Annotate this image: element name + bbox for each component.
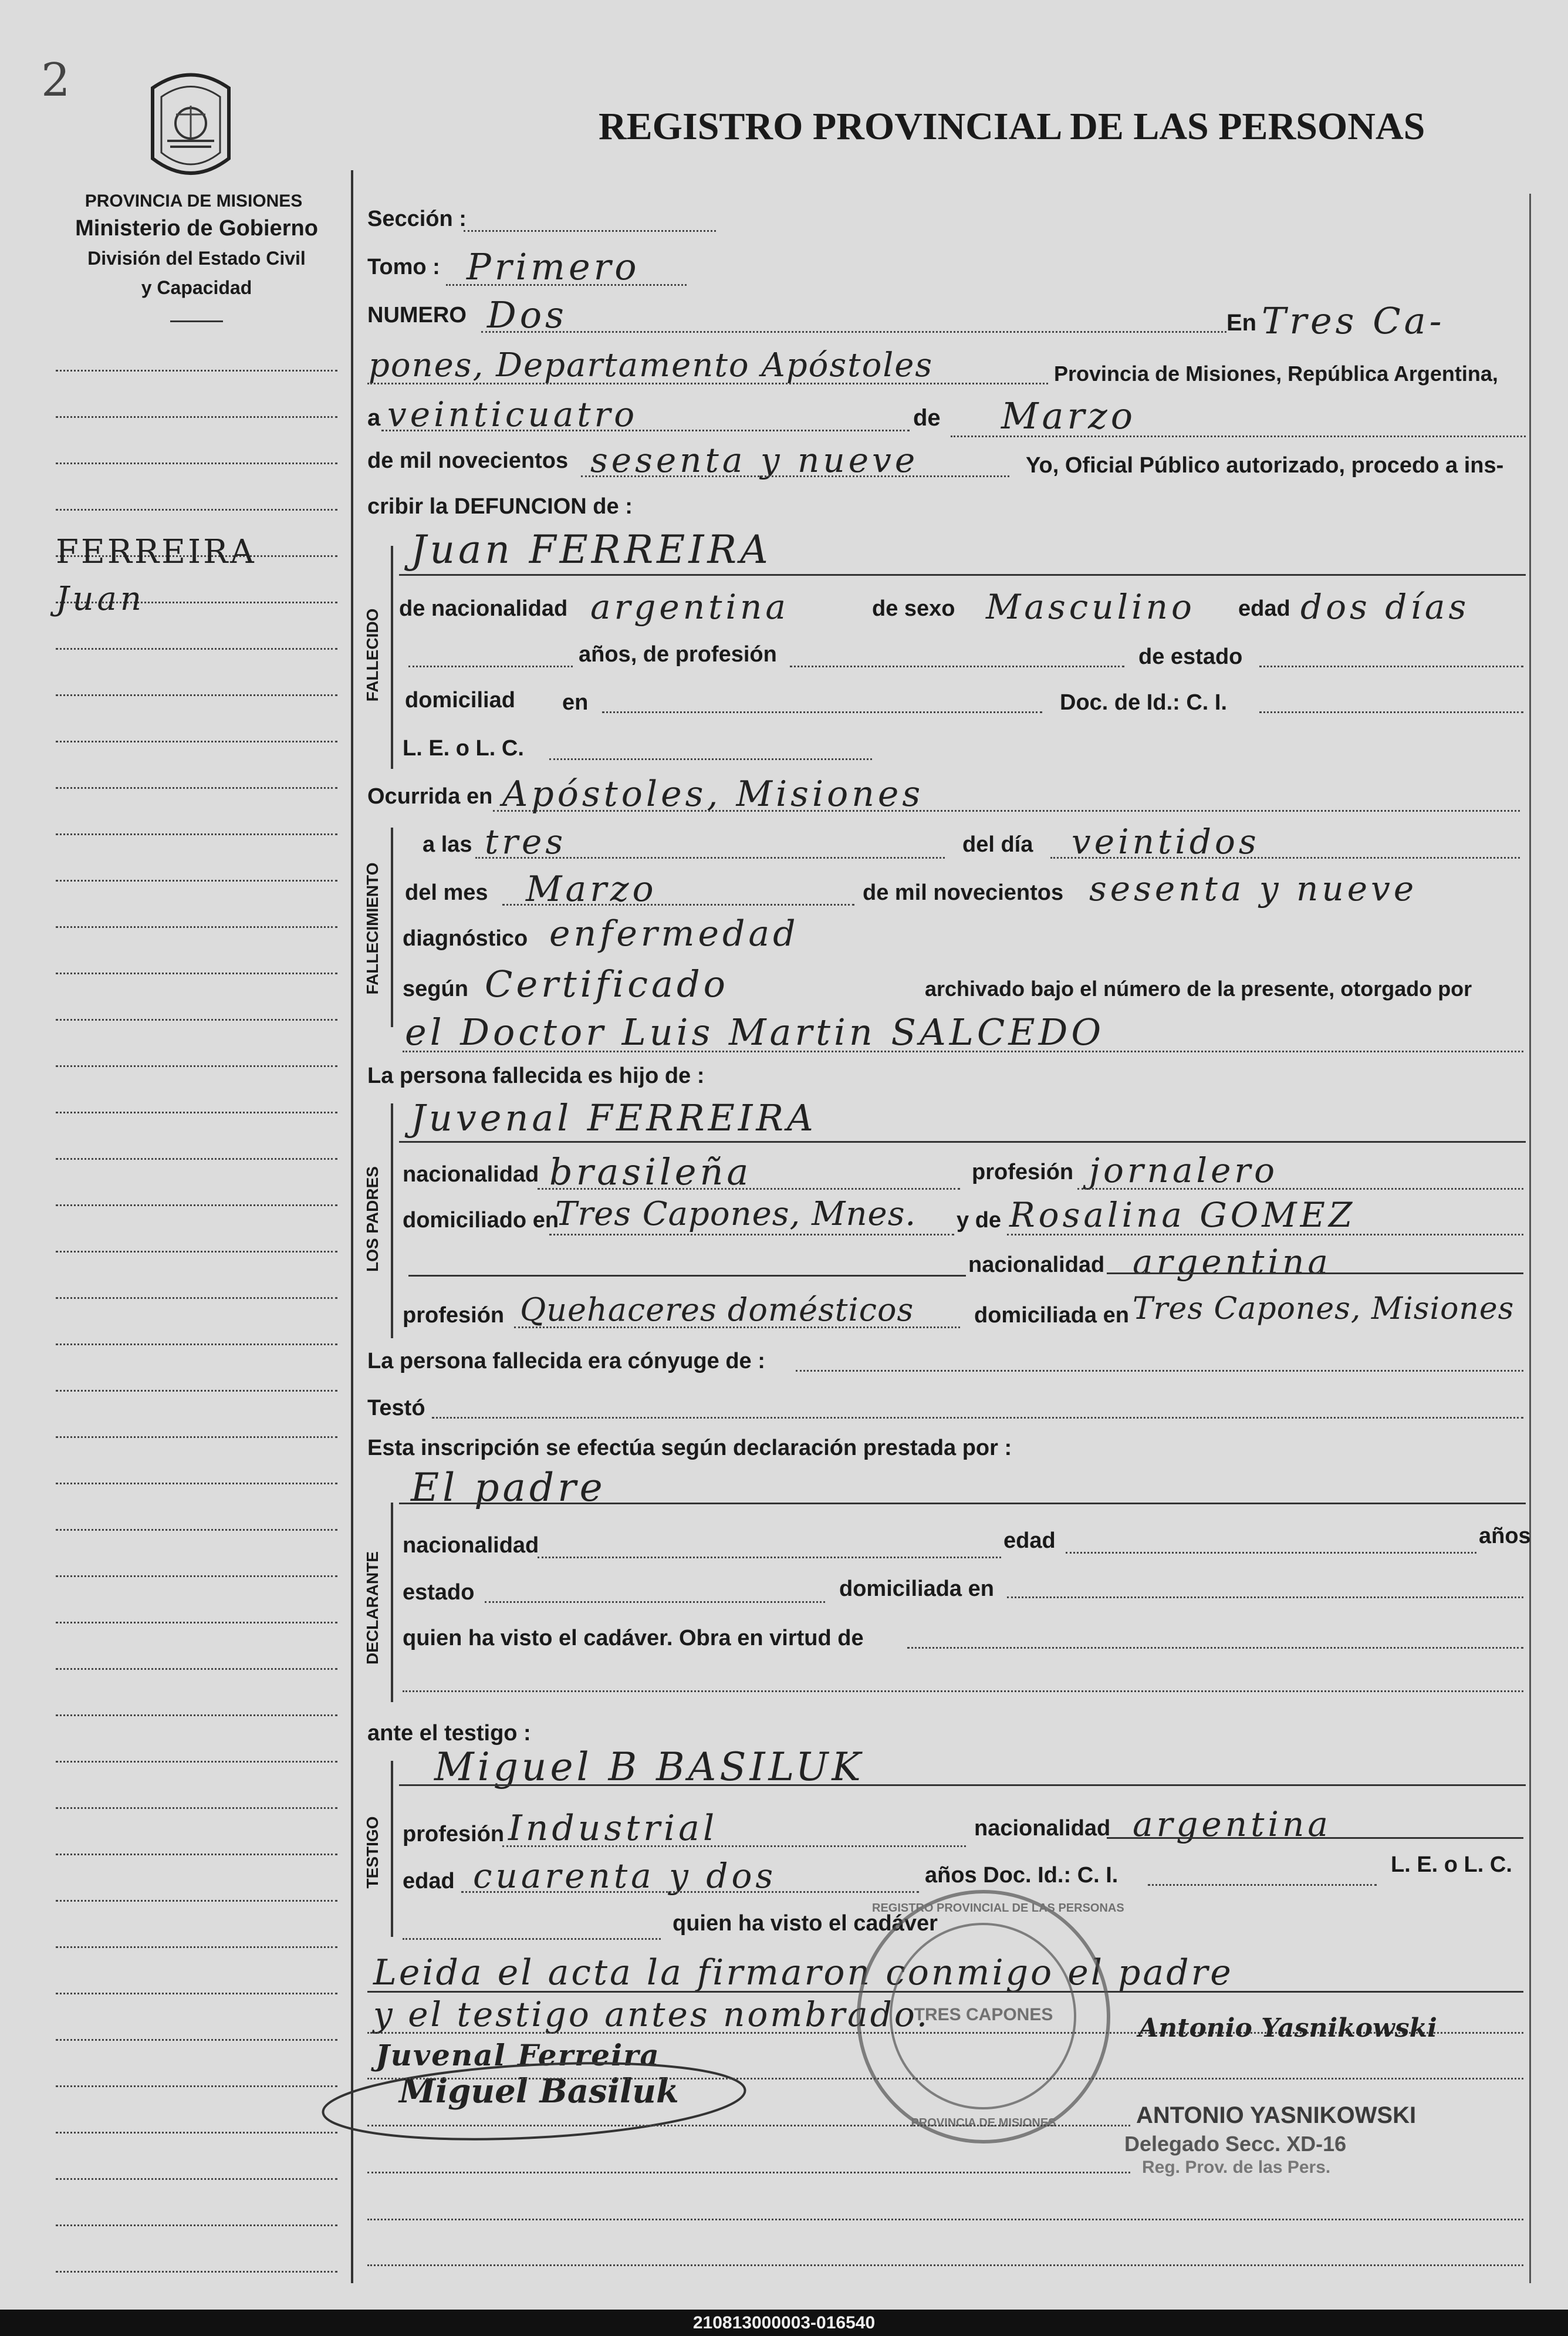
declarante-anos-label: años (1479, 1524, 1531, 1548)
mother-nacionalidad-line (1107, 1272, 1523, 1274)
testigo-visto-blank (403, 1938, 661, 1940)
division-name-2: y Capacidad (141, 277, 252, 298)
estado-label: de estado (1138, 644, 1243, 669)
fallecido-nacionalidad-value: argentina (590, 587, 789, 627)
margin-line (56, 787, 337, 789)
ante-testigo-label: ante el testigo : (367, 1721, 531, 1746)
le-label: L. E. o L. C. (403, 736, 524, 761)
cribir-text: cribir la DEFUNCION de : (367, 494, 633, 519)
margin-line (56, 2132, 337, 2134)
testigo-label: TESTIGO (363, 1816, 381, 1889)
bottom-line-1 (367, 2078, 1523, 2080)
en-line-2 (367, 383, 1048, 384)
margin-line (56, 1204, 337, 1206)
father-nacionalidad-value: brasileña (549, 1150, 752, 1193)
year-value: sesenta y nueve (590, 440, 919, 480)
testigo-le-label: L. E. o L. C. (1391, 1852, 1512, 1877)
doc-label: Doc. de Id.: C. I. (1060, 690, 1228, 715)
fallecido-bracket (391, 546, 393, 769)
domiciliado-label: domiciliado en (403, 1208, 559, 1233)
father-signature: Juvenal Ferreira (376, 2038, 660, 2072)
margin-line (56, 1065, 337, 1067)
yo-text: Yo, Oficial Público autorizado, procedo a ins- (1026, 453, 1504, 478)
en-label: En (1226, 310, 1257, 336)
father-profesion-value: jornalero (1089, 1150, 1279, 1190)
fallecido-name-line (399, 574, 1526, 576)
margin-surname: FERREIRA (56, 533, 256, 571)
mother-nacionalidad-label: nacionalidad (968, 1253, 1105, 1277)
registry-stamp-outer-text: REGISTRO PROVINCIAL DE LAS PERSONAS (872, 1902, 1124, 1915)
margin-line (56, 509, 337, 511)
testigo-edad-label: edad (403, 1869, 455, 1893)
bottom-line-3 (367, 2172, 1130, 2173)
declarante-edad-line (1066, 1552, 1476, 1554)
mother-value: Rosalina GOMEZ (1009, 1195, 1356, 1235)
diagnostico-label: diagnóstico (403, 926, 528, 951)
margin-line (56, 648, 337, 650)
declarante-extra-line (403, 1690, 1523, 1692)
margin-line (56, 1390, 337, 1392)
domicilio-line (602, 711, 1042, 713)
testigo-profesion-value: Industrial (508, 1808, 718, 1849)
margin-line (56, 1436, 337, 1438)
testigo-edad-line (461, 1891, 919, 1893)
margin-line (56, 1900, 337, 1902)
a-las-label: a las (423, 832, 472, 857)
declarante-line (399, 1503, 1526, 1504)
fallecido-name: Juan FERREIRA (411, 527, 772, 572)
margin-line (56, 880, 337, 882)
margin-line (56, 416, 337, 418)
registry-stamp-center-text: TRES CAPONES (914, 2005, 1053, 2024)
testigo-ci-line (1148, 1884, 1377, 1886)
margin-line (56, 2271, 337, 2273)
left-border (351, 170, 353, 2283)
fallecimiento-mil-value: sesenta y nueve (1089, 869, 1418, 909)
father-domicilio-line (549, 1234, 954, 1235)
declarante-visto-line (907, 1647, 1523, 1649)
edad-label: edad (1238, 596, 1290, 621)
mil-label: de mil novecientos (367, 448, 569, 473)
closing-line-1: Leida el acta la firmaron conmigo el padre (373, 1952, 1234, 1993)
margin-name: Juan (56, 580, 145, 618)
mother-line (1007, 1234, 1523, 1235)
father-domicilio-value: Tres Capones, Mnes. (555, 1195, 917, 1233)
margin-line (56, 1622, 337, 1623)
seccion-label: Sección : (367, 207, 467, 231)
fallecido-nacionalidad-label: de nacionalidad (399, 596, 568, 621)
mother-blank-line (408, 1275, 966, 1277)
seccion-line (464, 230, 716, 232)
numero-value: Dos (487, 293, 567, 336)
margin-line (56, 1993, 337, 1994)
registry-stamp-bottom-text: PROVINCIA DE MISIONES (911, 2116, 1056, 2129)
father-line (399, 1141, 1526, 1143)
anos-label: años, de profesión (579, 642, 777, 667)
testigo-nacionalidad-line (1107, 1837, 1523, 1839)
father-nacionalidad-label: nacionalidad (403, 1162, 539, 1187)
margin-line (56, 1483, 337, 1484)
testigo-profesion-line (502, 1845, 966, 1847)
year-line (581, 475, 1009, 477)
profesion-line (790, 666, 1124, 667)
del-dia-label: del día (962, 832, 1033, 857)
a-las-value: tres (485, 822, 567, 862)
footer-id: 210813000003-016540 (692, 2313, 876, 2332)
declarante-nacionalidad-label: nacionalidad (403, 1533, 539, 1558)
numero-line (481, 331, 1226, 333)
division-name: División del Estado Civil (87, 248, 306, 269)
witness-signature: Miguel Basiluk (399, 2072, 679, 2111)
testigo-nacionalidad-label: nacionalidad (974, 1816, 1111, 1841)
anos-line (408, 666, 573, 667)
testo-line (432, 1417, 1523, 1419)
margin-line (56, 2085, 337, 2087)
del-mes-line (502, 904, 854, 906)
declarante-visto-label: quien ha visto el cadáver. Obra en virtud de (403, 1626, 864, 1650)
tomo-line (446, 284, 687, 286)
a-las-line (475, 857, 945, 859)
margin-line (56, 1575, 337, 1577)
de-label: de (913, 405, 941, 431)
declarante-label: DECLARANTE (363, 1551, 381, 1665)
padres-bracket (391, 1103, 393, 1338)
testigo-profesion-label: profesión (403, 1822, 505, 1846)
margin-line (56, 370, 337, 372)
margin-line (56, 1112, 337, 1113)
domiciliada-label: domiciliada en (974, 1303, 1129, 1328)
margin-line (56, 1854, 337, 1855)
fallecimiento-label: FALLECIMIENTO (363, 862, 381, 995)
edad-value: dos días (1300, 587, 1470, 627)
sexo-value: Masculino (986, 587, 1195, 627)
tomo-label: Tomo : (367, 255, 440, 279)
a-value: veinticuatro (387, 394, 638, 434)
testigo-name-value: Miguel B BASILUK (434, 1744, 864, 1790)
bottom-line-4 (367, 2219, 1523, 2220)
margin-line (56, 1714, 337, 1716)
a-label: a (367, 405, 381, 431)
mother-profesion-value: Quehaceres domésticos (520, 1291, 914, 1328)
testigo-name-line (399, 1784, 1526, 1786)
margin-line (56, 1297, 337, 1299)
declarante-nacionalidad-line (538, 1557, 1001, 1558)
margin-line (56, 2039, 337, 2041)
declarante-bracket (391, 1503, 393, 1702)
bottom-line-2 (367, 2125, 1130, 2126)
margin-line (56, 694, 337, 696)
conyuge-line (796, 1370, 1523, 1372)
margin-line (56, 1761, 337, 1763)
officer-stamp-registry: Reg. Prov. de las Pers. (1142, 2158, 1331, 2177)
margin-line (56, 833, 337, 835)
document-title: REGISTRO PROVINCIAL DE LAS PERSONAS (599, 105, 1425, 148)
ministry-name: Ministerio de Gobierno (75, 216, 318, 241)
segun-value: Certificado (485, 963, 729, 1005)
margin-line (56, 1343, 337, 1345)
del-mes-label: del mes (405, 880, 488, 905)
provincia-text: Provincia de Misiones, República Argentina, (1054, 362, 1498, 386)
closing-line-2: y el testigo antes nombrado. (373, 1994, 930, 2034)
ocurrida-value: Apóstoles, Misiones (502, 774, 924, 815)
header-divider (170, 320, 223, 322)
margin-line (56, 1668, 337, 1670)
domiciliad-label: domiciliad (405, 688, 515, 713)
margin-line (56, 741, 337, 742)
margin-line (56, 463, 337, 464)
fallecimiento-mil-label: de mil novecientos (863, 880, 1064, 905)
margin-line (56, 2178, 337, 2180)
bottom-line-5 (367, 2264, 1523, 2266)
fallecimiento-bracket (391, 828, 393, 1027)
padres-label: LOS PADRES (363, 1166, 381, 1272)
father-profesion-line (1077, 1188, 1523, 1190)
month-value: Marzo (1001, 394, 1137, 437)
testigo-nacionalidad-value: argentina (1133, 1804, 1332, 1844)
declarante-estado-line (485, 1601, 825, 1603)
declarante-estado-label: estado (403, 1580, 475, 1605)
margin-line (56, 1251, 337, 1253)
numero-label: NUMERO (367, 303, 467, 328)
archivado-text: archivado bajo el número de la presente, otorgado por (925, 977, 1472, 1001)
footer-id-bar (0, 2310, 1568, 2336)
page-number: 2 (41, 54, 70, 107)
doc-line (1259, 711, 1523, 713)
testigo-anos-label: años Doc. Id.: C. I. (925, 1863, 1118, 1888)
right-border (1529, 194, 1531, 2283)
margin-line (56, 1807, 337, 1809)
a-line (381, 430, 910, 431)
del-mes-value: Marzo (526, 869, 657, 910)
declarante-domiciliada-line (1007, 1596, 1523, 1598)
officer-stamp-name: ANTONIO YASNIKOWSKI (1136, 2102, 1417, 2128)
doctor-line (403, 1051, 1523, 1052)
fallecido-label: FALLECIDO (363, 608, 381, 702)
en-value-2: pones, Departamento Apóstoles (369, 346, 934, 384)
month-line (951, 436, 1526, 437)
tomo-value: Primero (467, 245, 640, 288)
estado-line (1259, 666, 1523, 667)
segun-label: según (403, 977, 468, 1001)
declaracion-label: Esta inscripción se efectúa según declaración prestada por : (367, 1436, 1012, 1460)
declarante-edad-label: edad (1003, 1528, 1056, 1553)
domicilio-en-label: en (562, 690, 589, 715)
declarante-value: El padre (411, 1465, 606, 1510)
testo-label: Testó (367, 1396, 425, 1420)
del-dia-line (1050, 857, 1520, 859)
testigo-visto-label: quien ha visto el cadáver (673, 1911, 938, 1936)
hijo-label: La persona fallecida es hijo de : (367, 1064, 705, 1088)
testigo-edad-value: cuarenta y dos (473, 1856, 777, 1896)
father-nacionalidad-line (538, 1188, 960, 1190)
margin-line (56, 1946, 337, 1948)
ocurrida-label: Ocurrida en (367, 784, 493, 809)
doctor-value: el Doctor Luis Martin SALCEDO (405, 1011, 1105, 1054)
declarante-domiciliada-label: domiciliada en (839, 1577, 994, 1601)
registry-round-stamp (857, 1890, 1124, 2143)
en-value-1: Tres Ca- (1262, 299, 1445, 342)
margin-line (56, 1019, 337, 1021)
sexo-label: de sexo (872, 596, 955, 621)
officer-stamp-title: Delegado Secc. XD-16 (1124, 2132, 1347, 2156)
officer-signature: Antonio Yasnikowski (1138, 2013, 1437, 2043)
mother-profesion-label: profesión (403, 1303, 505, 1328)
ocurrida-line (493, 810, 1520, 812)
conyuge-label: La persona fallecida era cónyuge de : (367, 1349, 765, 1373)
testigo-bracket (391, 1761, 393, 1937)
father-value: Juvenal FERREIRA (411, 1096, 817, 1139)
margin-line (56, 1158, 337, 1160)
y-de-label: y de (957, 1208, 1002, 1233)
margin-line (56, 1529, 337, 1531)
le-line (549, 758, 872, 760)
province-name: PROVINCIA DE MISIONES (85, 191, 303, 211)
margin-line (56, 926, 337, 928)
margin-line (56, 973, 337, 974)
del-dia-value: veintidos (1072, 822, 1260, 862)
mother-profesion-line (514, 1326, 960, 1328)
margin-line (56, 2224, 337, 2226)
father-profesion-label: profesión (972, 1160, 1074, 1184)
mother-nacionalidad-value: argentina (1133, 1242, 1332, 1282)
diagnostico-value: enfermedad (549, 913, 799, 954)
mother-domicilio-value: Tres Capones, Misiones (1133, 1291, 1515, 1326)
province-seal-icon (141, 65, 241, 182)
